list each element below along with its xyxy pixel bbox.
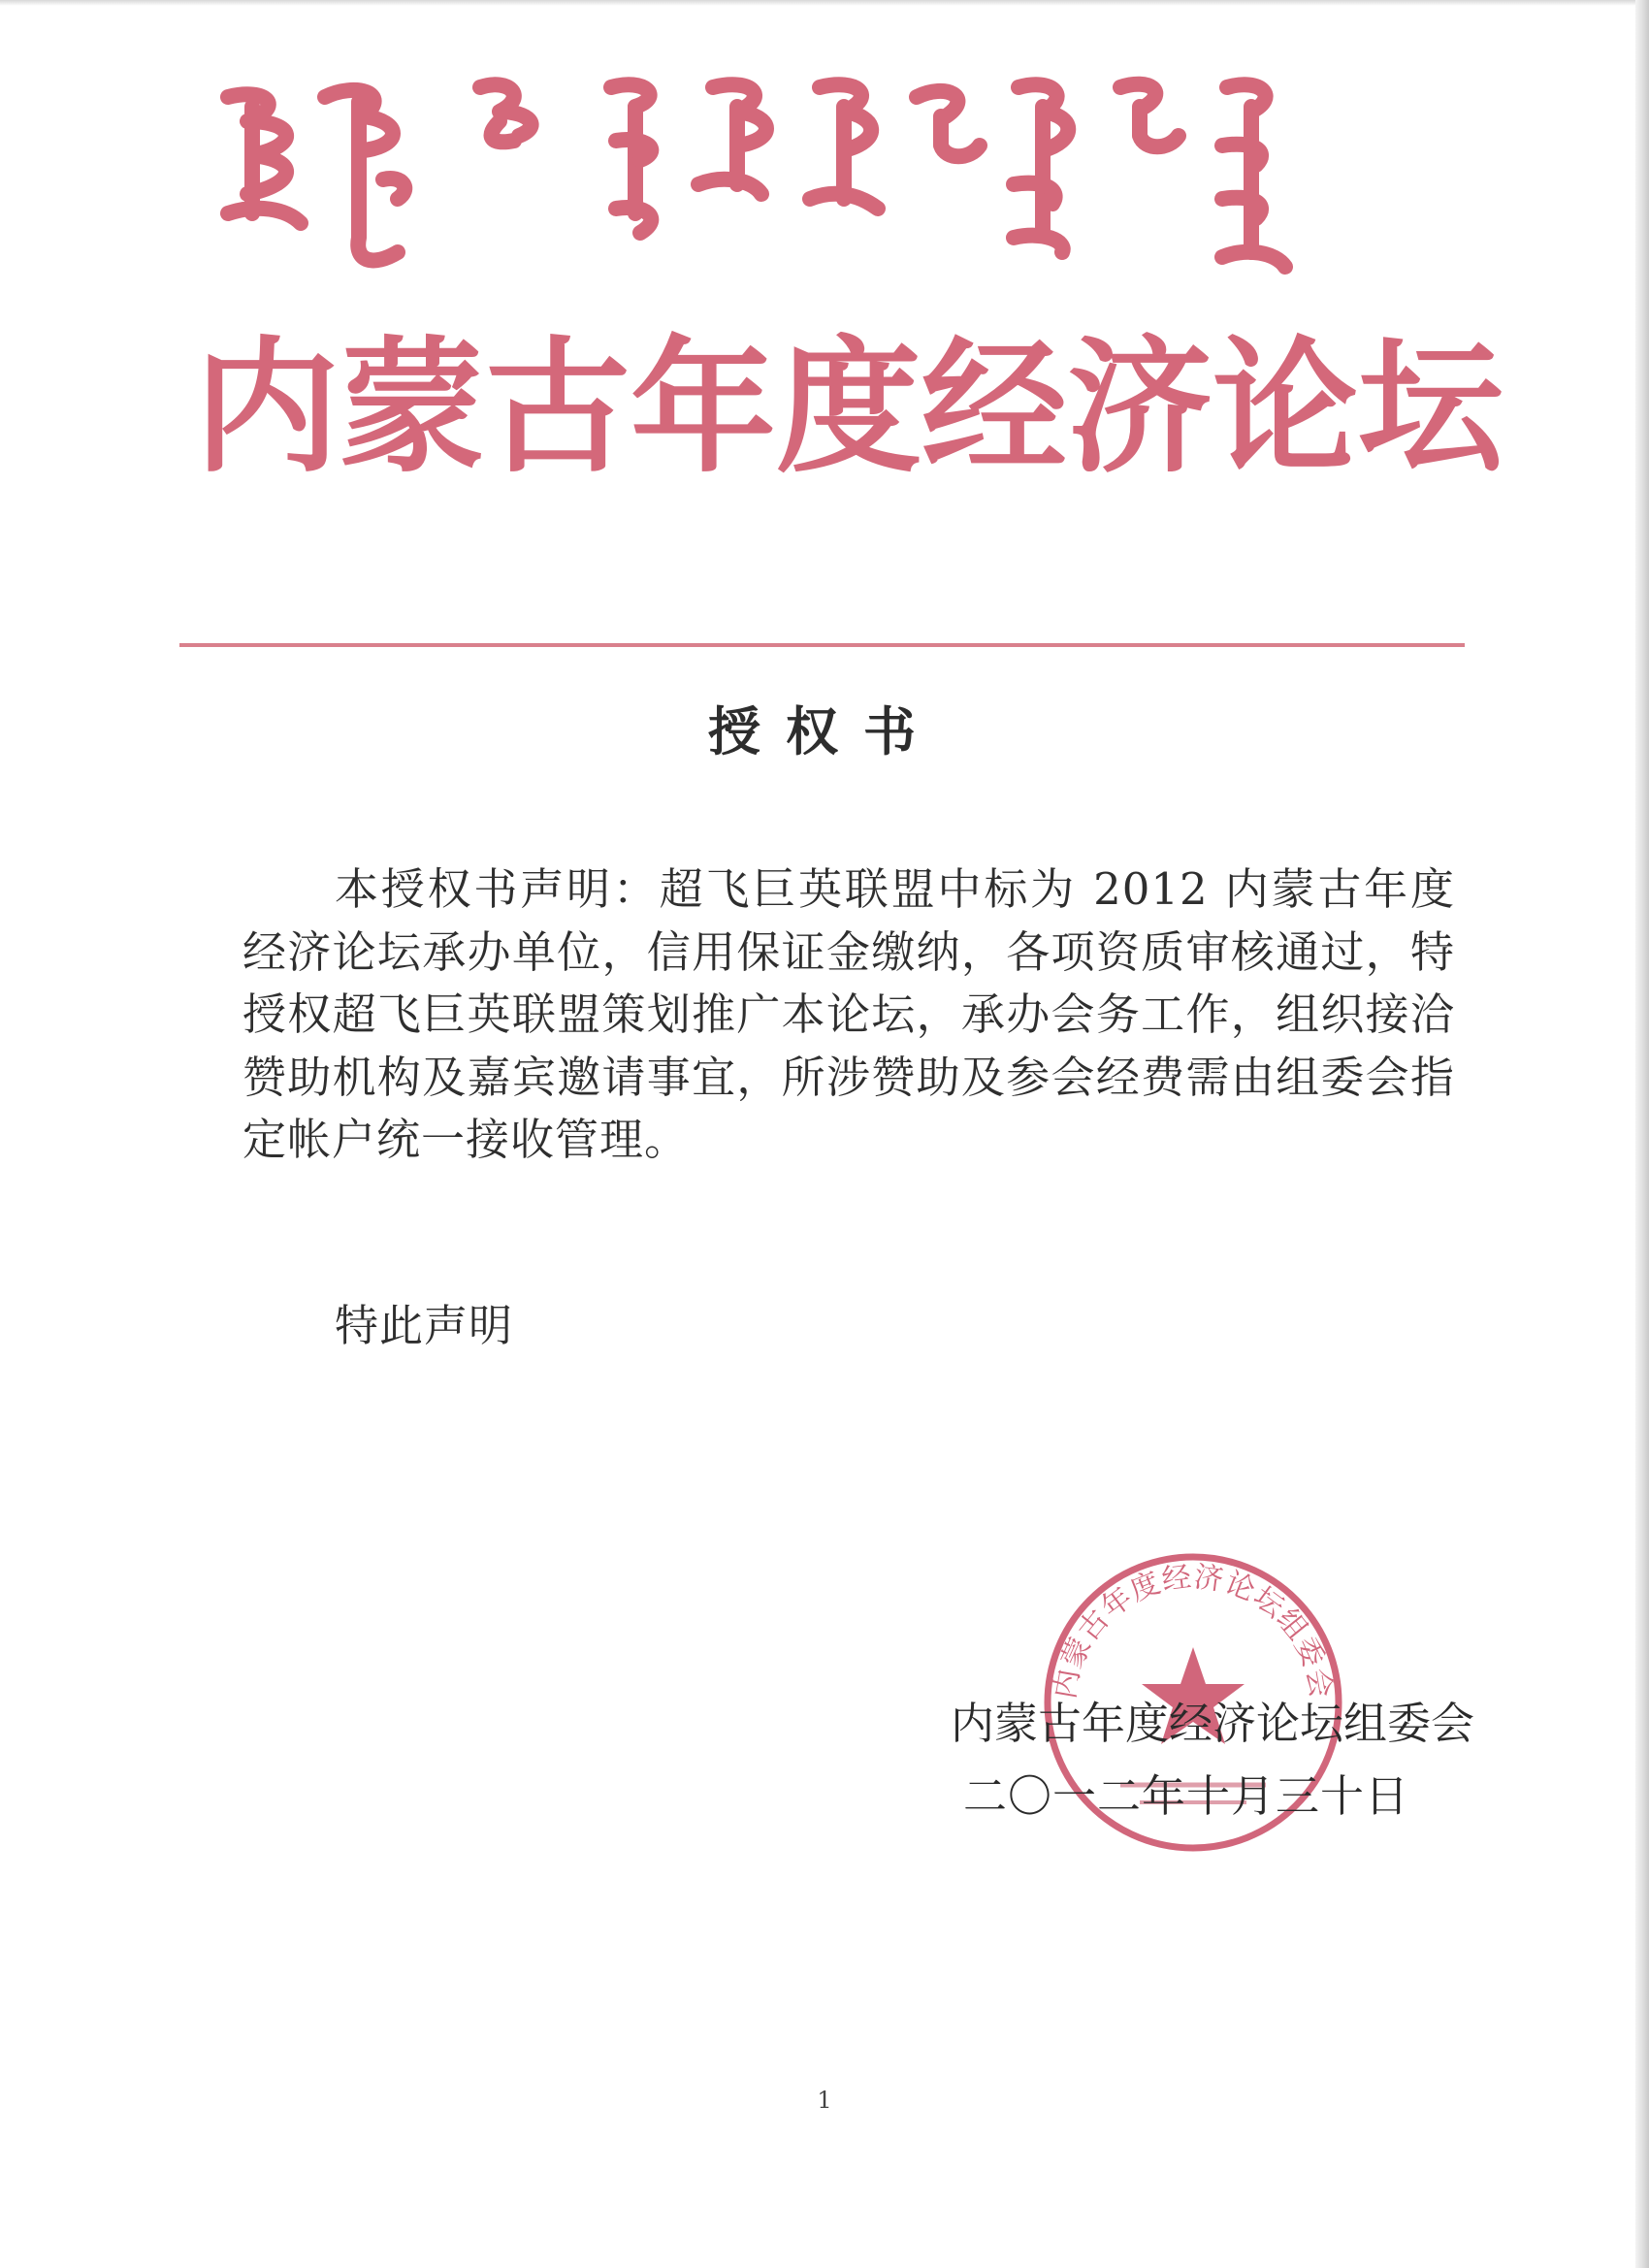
scan-edge-top xyxy=(0,0,1649,6)
document-title: 授权书 xyxy=(708,701,941,762)
mongolian-word-5 xyxy=(698,84,766,194)
signing-organization: 内蒙古年度经济论坛组委会 xyxy=(950,1698,1474,1749)
page-number: 1 xyxy=(817,2087,832,2114)
mongolian-word-4 xyxy=(611,84,651,233)
mongolian-word-6 xyxy=(810,84,878,209)
body-paragraph: 本授权书声明：超飞巨英联盟中标为 2012 内蒙古年度经济论坛承办单位，信用保证金缴纳，各项资质审核通过，特授权超飞巨英联盟策划推广本论坛，承办会务工作，组织接洽赞助机构及嘉宾邀请事宜，所涉赞助及参会经费需由组委会指定帐户统一接收管理。 xyxy=(242,863,1455,1165)
mongolian-word-8 xyxy=(1014,84,1068,252)
closing-statement: 特此声明 xyxy=(335,1300,514,1351)
mongolian-title-script xyxy=(209,68,1460,320)
mongolian-word-2 xyxy=(325,90,404,260)
mongolian-word-1 xyxy=(228,94,301,223)
mongolian-word-9 xyxy=(1120,84,1179,146)
scan-edge-right xyxy=(1635,0,1649,2268)
mongolian-word-10 xyxy=(1222,84,1285,267)
signing-date: 二〇一二年十月三十日 xyxy=(962,1770,1409,1822)
chinese-title: 内蒙古年度经济论坛 xyxy=(194,322,1504,493)
mongolian-word-3 xyxy=(480,84,532,142)
mongolian-word-7 xyxy=(917,91,980,156)
header-divider xyxy=(179,643,1465,647)
svg-text:内蒙古年度经济论坛组委会: 内蒙古年度经济论坛组委会 xyxy=(1048,1560,1339,1701)
